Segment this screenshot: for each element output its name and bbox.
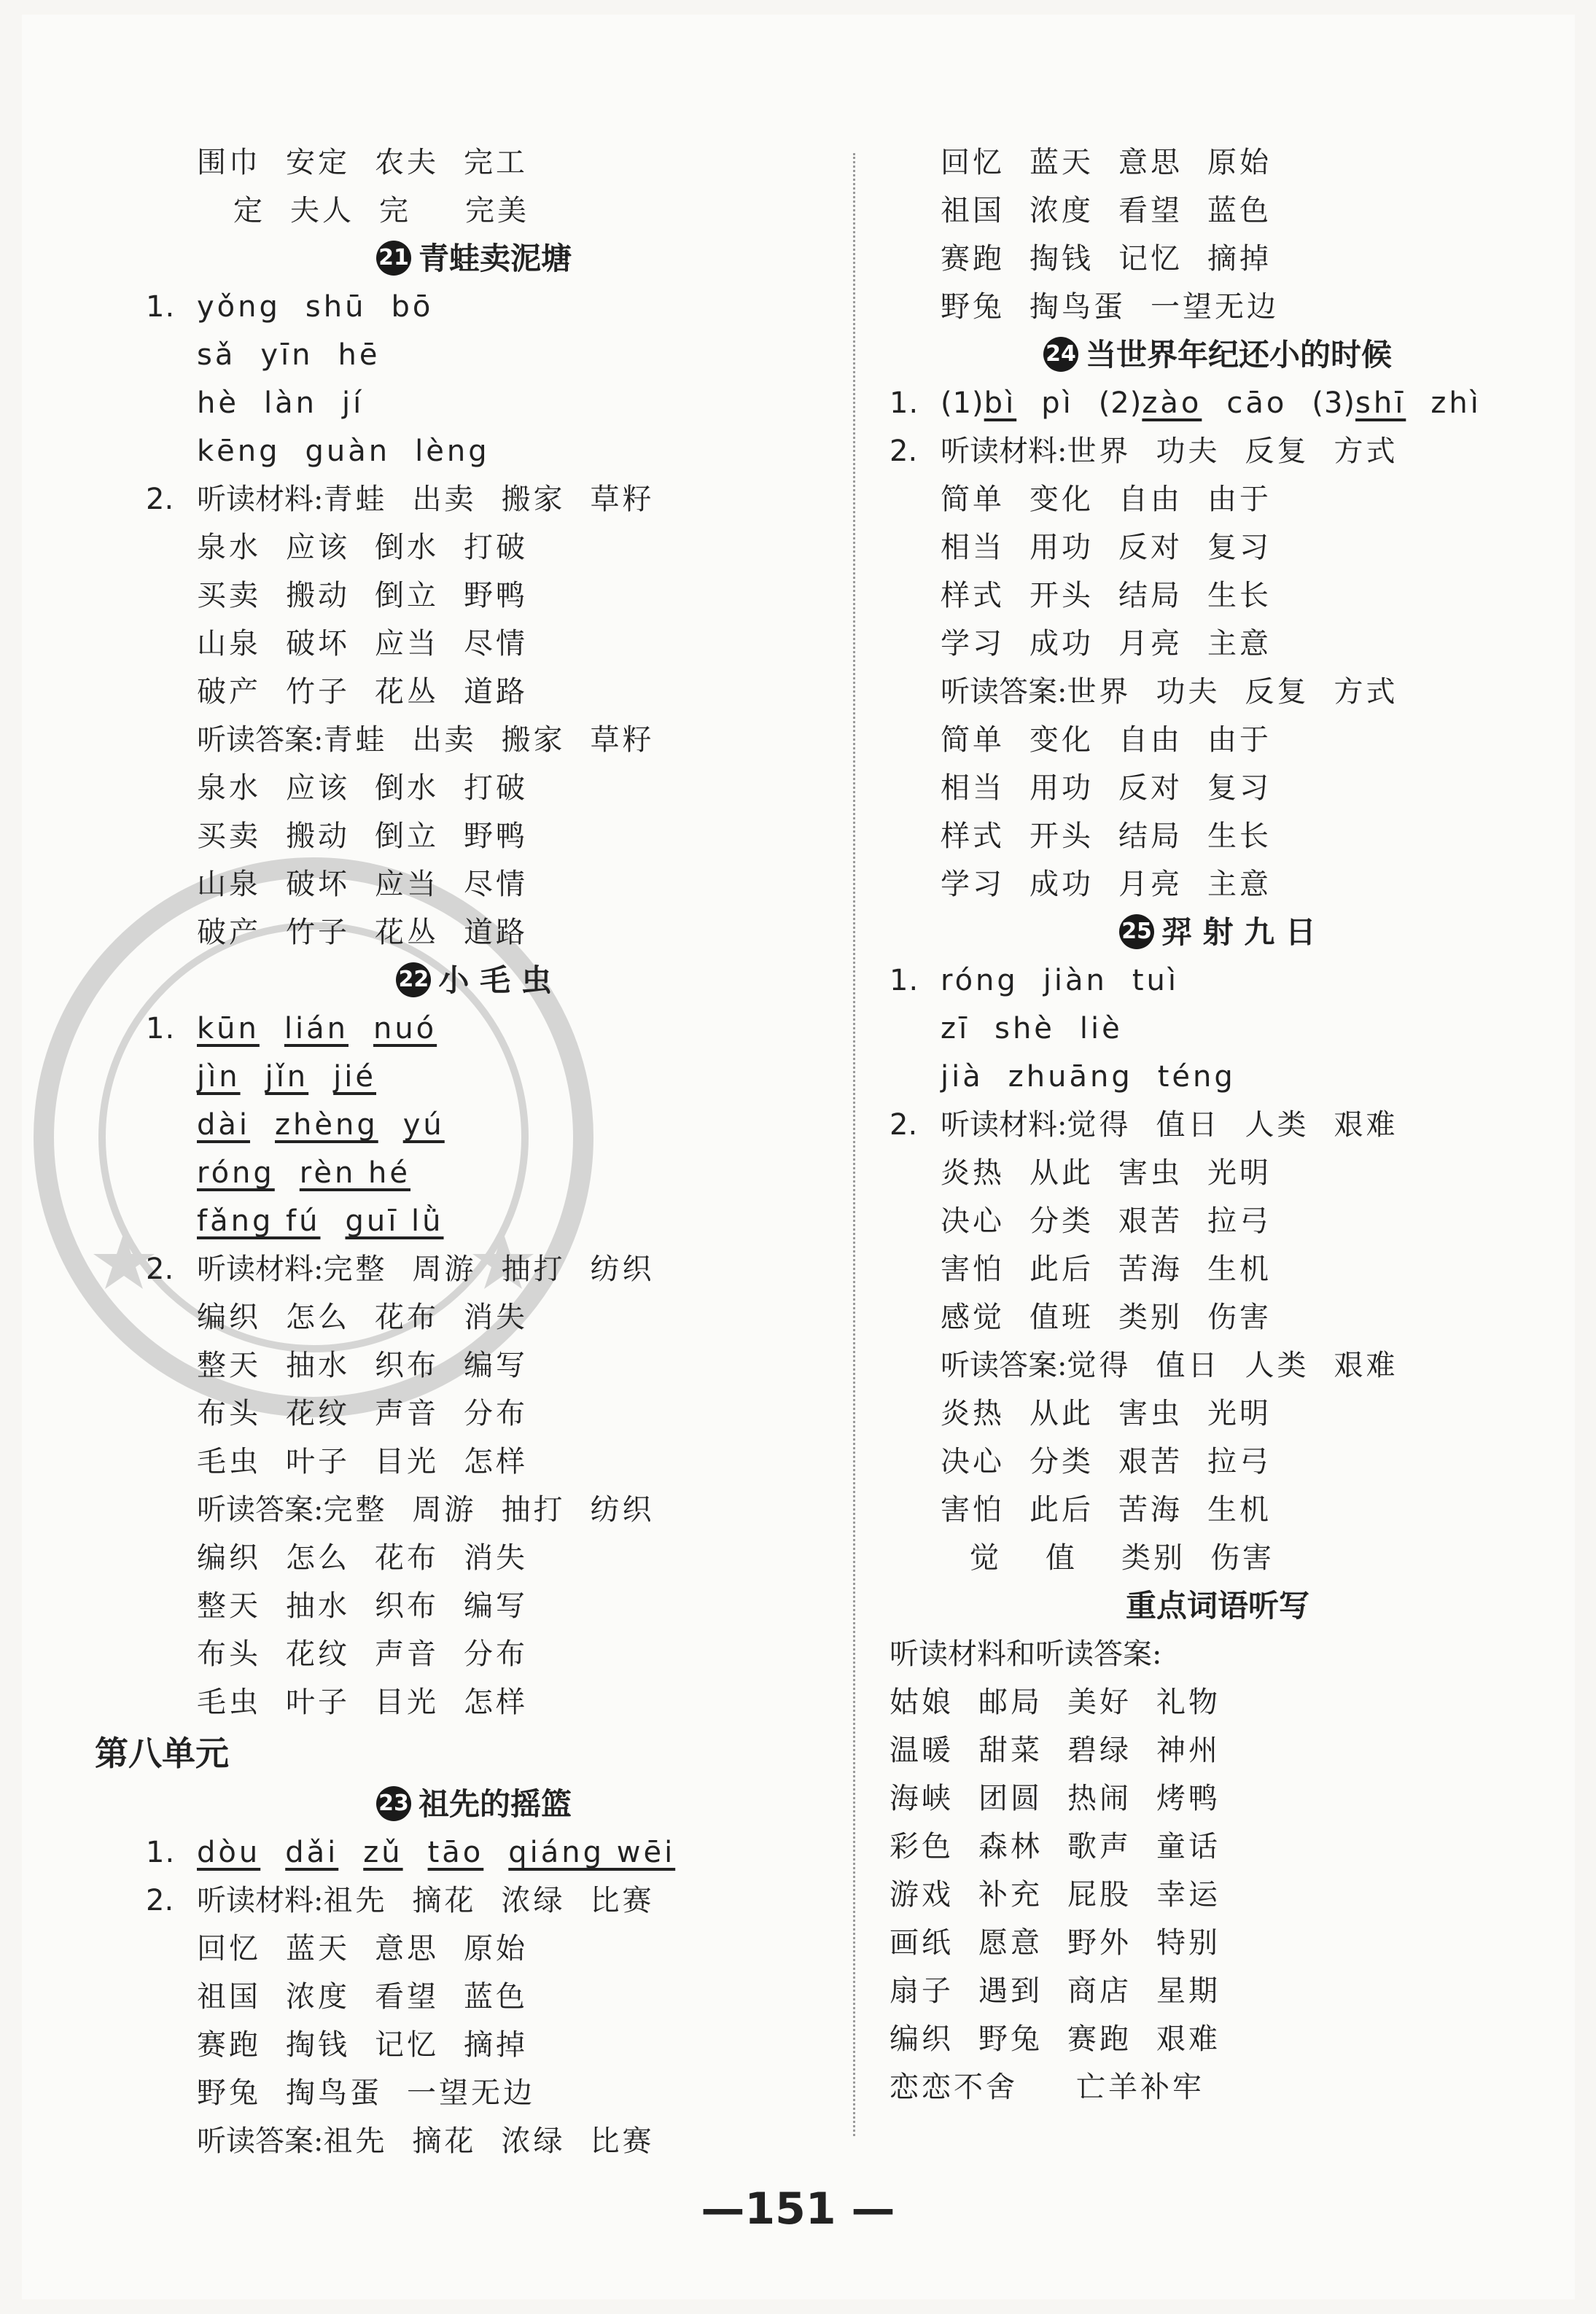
- l24-answer-row: 学习 成功 月亮 主意: [941, 868, 1272, 901]
- l25-answer-row: 炎热 从此 害虫 光明: [941, 1397, 1272, 1430]
- l21-answer-row: 泉水 应该 倒水 打破: [197, 771, 528, 805]
- l24-answer-row: 样式 开头 结局 生长: [941, 819, 1272, 853]
- l21-material-row: 买卖 搬动 倒立 野鸭: [197, 579, 528, 612]
- review-row: 彩色 森林 歌声 童话: [890, 1830, 1221, 1863]
- column-divider: [853, 153, 855, 2136]
- review-title: 重点词语听写: [1125, 1588, 1309, 1624]
- l22-material-row: 毛虫 叶子 目光 怎样: [197, 1445, 528, 1479]
- l22-q1-row: 1. kūn lián nuó: [146, 1012, 437, 1045]
- l22-answer-row: 布头 花纹 声音 分布: [197, 1637, 528, 1671]
- review-row: 游戏 补充 屁股 幸运: [890, 1878, 1221, 1912]
- review-row: 姑娘 邮局 美好 礼物: [890, 1686, 1221, 1719]
- l25-material-row: 炎热 从此 害虫 光明: [941, 1156, 1272, 1190]
- l22-material-row: 布头 花纹 声音 分布: [197, 1397, 528, 1430]
- l22-q1-row: róng rèn hé: [197, 1156, 410, 1190]
- right-column: [890, 139, 1546, 2111]
- lesson-number-badge: 24: [1043, 337, 1078, 372]
- l21-material-row: 破产 竹子 花丛 道路: [197, 675, 528, 709]
- l21-q1-row: 1. yǒng shū bō: [146, 290, 434, 324]
- lesson-25-title: 25 羿 射 九 日: [890, 908, 1546, 957]
- l21-q1-row: sǎ yīn hē: [197, 338, 381, 372]
- page-number: —151 —: [701, 2184, 895, 2235]
- lesson-22-title: 22 小 毛 虫: [146, 957, 802, 1005]
- review-row: 海峡 团圆 热闹 烤鸭: [890, 1782, 1221, 1815]
- l23-answer-row: 祖国 浓度 看望 蓝色: [941, 194, 1272, 227]
- lesson-number-badge: 22: [396, 962, 431, 997]
- review-row: 温暖 甜菜 碧绿 神州: [890, 1734, 1221, 1767]
- l25-q1-row: zī shè liè: [941, 1012, 1123, 1045]
- lesson-21-title: 21 青蛙卖泥塘: [146, 235, 802, 283]
- intro-row-1: 围巾 安定 农夫 完工: [197, 146, 528, 179]
- l24-q1-row: 1. (1)bì pì (2)zào cāo (3)shī zhì: [890, 386, 1482, 420]
- l23-answer-row: 野兔 掏鸟蛋 一望无边: [941, 290, 1279, 324]
- left-column: [95, 139, 802, 2165]
- l25-material-row: 2. 听读材料:觉得 值日 人类 艰难: [890, 1108, 1398, 1142]
- l24-answer-row: 简单 变化 自由 由于: [941, 723, 1272, 757]
- lesson-24-title: 24 当世界年纪还小的时候: [890, 331, 1546, 379]
- unit-title: 第八单元: [95, 1734, 229, 1773]
- l25-answer-row: 听读答案:觉得 值日 人类 艰难: [941, 1349, 1398, 1382]
- l24-material-row: 2. 听读材料:世界 功夫 反复 方式: [890, 435, 1398, 468]
- l24-material-row: 样式 开头 结局 生长: [941, 579, 1272, 612]
- l24-answer-row: 相当 用功 反对 复习: [941, 771, 1272, 805]
- l22-q1-row: fǎng fú guī lǜ: [197, 1204, 444, 1238]
- l22-answer-row: 编织 怎么 花布 消失: [197, 1541, 528, 1575]
- l21-material-row: 山泉 破坏 应当 尽情: [197, 627, 528, 661]
- l23-answer-row: 听读答案:祖先 摘花 浓绿 比赛: [197, 2124, 655, 2158]
- l21-material-row: 泉水 应该 倒水 打破: [197, 531, 528, 564]
- l25-q1-row: jià zhuāng téng: [941, 1060, 1236, 1094]
- l23-answer-row: 回忆 蓝天 意思 原始: [941, 146, 1272, 179]
- l24-material-row: 学习 成功 月亮 主意: [941, 627, 1272, 661]
- l25-q1-row: 1. róng jiàn tuì: [890, 964, 1180, 997]
- l23-material-row: 回忆 蓝天 意思 原始: [197, 1932, 528, 1966]
- l23-material-row: 野兔 掏鸟蛋 一望无边: [197, 2076, 535, 2110]
- l25-material-row: 感觉 值班 类别 伤害: [941, 1301, 1272, 1334]
- l21-answer-row: 听读答案:青蛙 出卖 搬家 草籽: [197, 723, 655, 757]
- review-row: 扇子 遇到 商店 星期: [890, 1974, 1221, 2008]
- l22-answer-row: 整天 抽水 织布 编写: [197, 1589, 528, 1623]
- l25-material-row: 决心 分类 艰苦 拉弓: [941, 1204, 1272, 1238]
- l21-q1-row: kēng guàn lèng: [197, 435, 490, 468]
- lesson-23-title: 23 祖先的摇篮: [146, 1780, 802, 1828]
- review-row: 画纸 愿意 野外 特别: [890, 1926, 1221, 1960]
- l22-answer-row: 听读答案:完整 周游 抽打 纺织: [197, 1493, 655, 1527]
- l25-material-row: 害怕 此后 苦海 生机: [941, 1253, 1272, 1286]
- lesson-number-badge: 25: [1119, 914, 1154, 949]
- review-label: 听读材料和听读答案:: [890, 1637, 1162, 1671]
- l21-q1-row: hè làn jí: [197, 386, 365, 420]
- l22-material-row: 编织 怎么 花布 消失: [197, 1301, 528, 1334]
- l21-material-row: 2. 听读材料:青蛙 出卖 搬家 草籽: [146, 483, 655, 516]
- l23-material-row: 祖国 浓度 看望 蓝色: [197, 1980, 528, 2014]
- l21-answer-row: 山泉 破坏 应当 尽情: [197, 868, 528, 901]
- l25-answer-row: 觉 值 类别 伤害: [970, 1541, 1274, 1575]
- l22-q1-row: dài zhèng yú: [197, 1108, 445, 1142]
- l21-answer-row: 买卖 搬动 倒立 野鸭: [197, 819, 528, 853]
- l24-material-row: 简单 变化 自由 由于: [941, 483, 1272, 516]
- l22-answer-row: 毛虫 叶子 目光 怎样: [197, 1686, 528, 1719]
- review-row: 编织 野兔 赛跑 艰难: [890, 2022, 1221, 2056]
- l23-answer-row: 赛跑 掏钱 记忆 摘掉: [941, 242, 1272, 276]
- l25-answer-row: 害怕 此后 苦海 生机: [941, 1493, 1272, 1527]
- l23-material-row: 2. 听读材料:祖先 摘花 浓绿 比赛: [146, 1884, 655, 1917]
- l24-answer-row: 听读答案:世界 功夫 反复 方式: [941, 675, 1398, 709]
- review-row: 恋恋不舍 亡羊补牢: [890, 2070, 1204, 2104]
- l25-answer-row: 决心 分类 艰苦 拉弓: [941, 1445, 1272, 1479]
- l23-q1-row: 1. dòu dǎi zǔ tāo qiáng wēi: [146, 1836, 676, 1869]
- l23-material-row: 赛跑 掏钱 记忆 摘掉: [197, 2028, 528, 2062]
- l22-material-row: 整天 抽水 织布 编写: [197, 1349, 528, 1382]
- lesson-number-badge: 23: [376, 1786, 411, 1821]
- l22-q1-row: jìn jǐn jié: [197, 1060, 376, 1094]
- l24-material-row: 相当 用功 反对 复习: [941, 531, 1272, 564]
- lesson-number-badge: 21: [376, 241, 411, 276]
- intro-row-2: 定 夫人 完 完美: [233, 194, 529, 227]
- l21-answer-row: 破产 竹子 花丛 道路: [197, 916, 528, 949]
- l22-material-row: 2. 听读材料:完整 周游 抽打 纺织: [146, 1253, 655, 1286]
